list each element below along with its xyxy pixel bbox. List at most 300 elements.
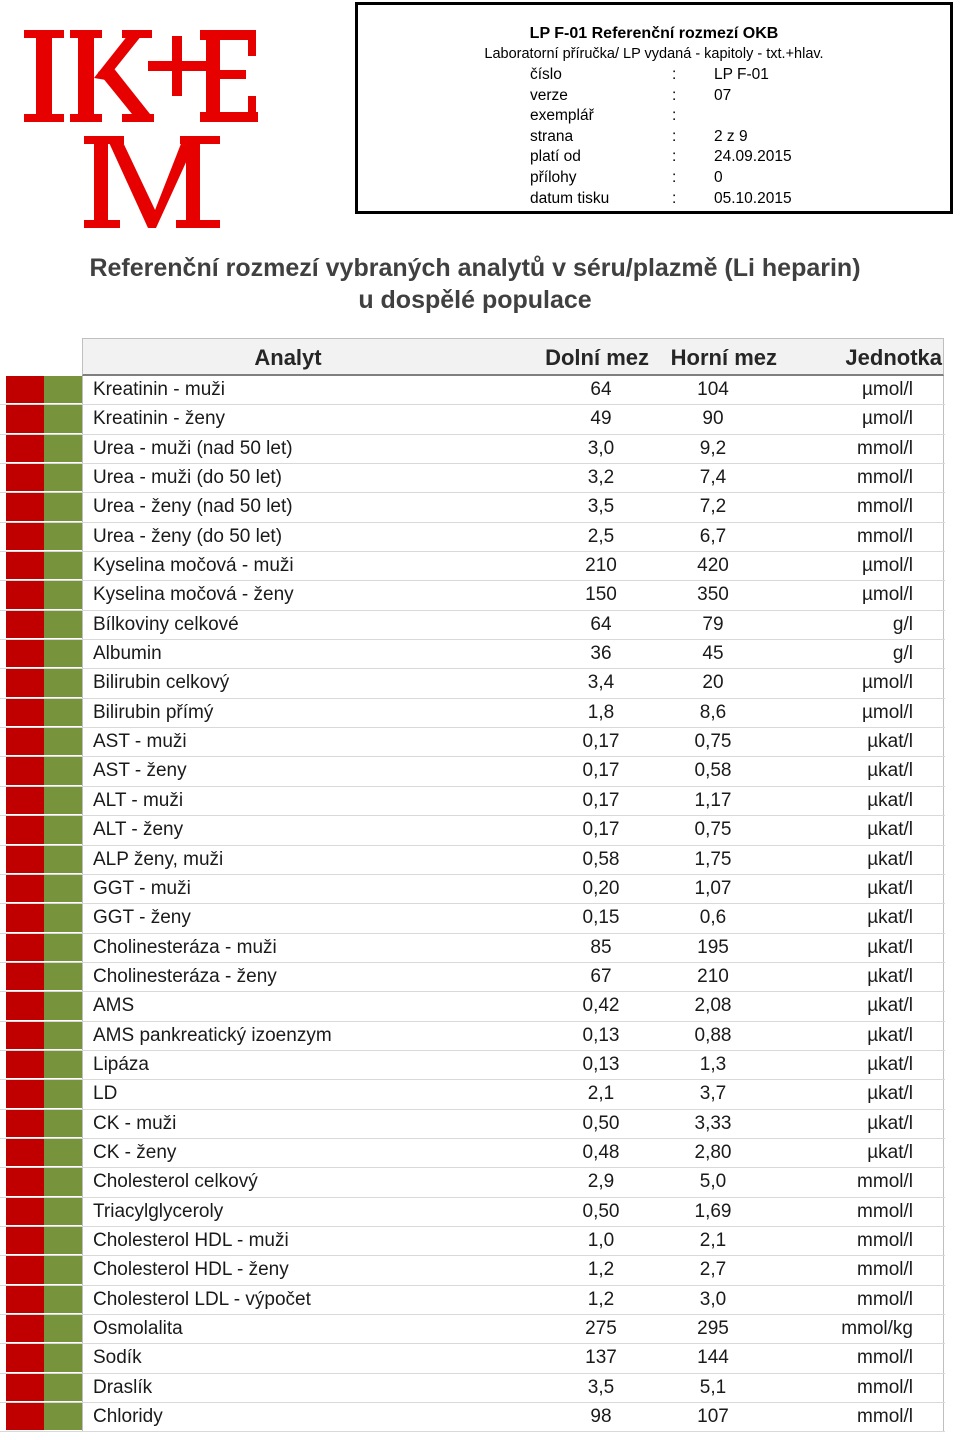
table-row [0,816,945,845]
row-marker-red [6,1227,44,1255]
document-metadata [530,65,830,209]
row-marker-red [6,875,44,903]
cell-jednotka: µkat/l [867,1141,913,1163]
cell-analyt: Urea - ženy (do 50 let) [93,525,283,547]
column-header-dolni-mez: Dolní mez [545,345,649,370]
cell-jednotka: µkat/l [867,819,913,841]
cell-horni-mez: 2,08 [694,995,732,1017]
table-row [0,699,945,728]
row-cells [82,904,944,932]
meta-colon: : [672,86,677,104]
cell-analyt: Triacylglyceroly [93,1200,224,1222]
row-cells [82,1374,944,1402]
table-row [0,875,945,904]
table-row [0,1344,945,1373]
cell-analyt: AST - ženy [93,760,187,782]
cell-horni-mez: 5,1 [699,1376,727,1398]
cell-horni-mez: 3,0 [699,1288,727,1310]
cell-analyt: Cholesterol HDL - muži [93,1229,289,1251]
cell-dolni-mez: 3,5 [587,496,615,518]
table-row [0,464,945,493]
row-cells [82,640,944,668]
document-title: LP F-01 Referenční rozmezí OKB [529,25,779,42]
cell-horni-mez: 9,2 [699,437,727,459]
cell-horni-mez: 420 [697,555,729,577]
row-marker-green [44,1080,82,1108]
cell-jednotka: mmol/l [857,496,913,518]
cell-analyt: GGT - muži [93,877,191,899]
cell-dolni-mez: 210 [585,555,617,577]
row-marker-green [44,1022,82,1050]
cell-horni-mez: 0,75 [694,819,732,841]
cell-horni-mez: 1,69 [694,1200,732,1222]
cell-horni-mez: 1,75 [694,848,732,870]
table-row [0,1080,945,1109]
row-cells [82,787,944,815]
row-marker-red [6,1315,44,1343]
cell-horni-mez: 144 [697,1347,729,1369]
cell-dolni-mez: 64 [590,379,612,400]
cell-jednotka: mmol/l [857,1288,913,1310]
row-marker-green [44,934,82,962]
table-row [0,1227,945,1256]
cell-horni-mez: 104 [697,379,729,400]
row-marker-red [6,1286,44,1314]
cell-horni-mez: 2,7 [699,1259,727,1281]
row-marker-green [44,523,82,551]
row-marker-red [6,464,44,492]
row-marker-red [6,376,44,404]
row-marker-red [6,699,44,727]
row-marker-green [44,1286,82,1314]
cell-dolni-mez: 1,8 [587,701,615,723]
cell-jednotka: µkat/l [867,936,913,958]
cell-dolni-mez: 0,15 [582,907,620,929]
cell-jednotka: mmol/kg [841,1318,913,1339]
cell-analyt: CK - muži [93,1112,177,1134]
meta-colon: : [672,168,677,186]
cell-dolni-mez: 275 [585,1318,617,1339]
row-marker-red [6,1403,44,1431]
cell-jednotka: mmol/l [857,437,913,459]
row-marker-green [44,875,82,903]
row-marker-green [44,816,82,844]
cell-jednotka: mmol/l [857,1171,913,1193]
cell-dolni-mez: 85 [590,936,612,958]
row-cells [82,493,944,521]
row-marker-green [44,435,82,463]
row-marker-green [44,1315,82,1343]
cell-dolni-mez: 137 [585,1347,617,1369]
cell-horni-mez: 20 [702,672,724,694]
meta-label: platí od [530,148,581,166]
cell-analyt: Albumin [93,643,162,665]
table-row [0,1256,945,1285]
cell-dolni-mez: 0,58 [582,848,620,870]
meta-value: 07 [714,86,732,104]
cell-dolni-mez: 3,0 [587,437,615,459]
cell-horni-mez: 0,58 [694,760,732,782]
cell-jednotka: mmol/l [857,1347,913,1369]
cell-analyt: Bílkoviny celkové [93,613,239,635]
cell-horni-mez: 6,7 [699,525,727,547]
row-marker-green [44,669,82,697]
cell-analyt: Cholesterol HDL - ženy [93,1259,289,1281]
row-marker-green [44,376,82,404]
cell-jednotka: mmol/l [857,1200,913,1222]
row-marker-green [44,787,82,815]
row-cells [82,1110,944,1138]
cell-horni-mez: 0,75 [694,731,732,753]
table-body [0,376,945,1432]
row-cells [82,1022,944,1050]
meta-colon: : [672,127,677,145]
meta-row-strana [530,127,830,148]
row-marker-red [6,846,44,874]
cell-jednotka: µkat/l [867,1112,913,1134]
row-cells [82,1168,944,1196]
cell-jednotka: µmol/l [861,408,913,430]
cell-jednotka: µkat/l [867,760,913,782]
document-subtitle: Laboratorní příručka/ LP vydaná - kapitoly - txt.+hlav. [484,46,824,62]
table-header [82,338,944,376]
table-row [0,934,945,963]
meta-label: verze [530,86,568,104]
cell-analyt: ALP ženy, muži [93,848,224,870]
cell-horni-mez: 1,17 [694,789,732,811]
meta-label: datum tisku [530,189,610,207]
meta-value: 24.09.2015 [714,148,792,166]
row-marker-red [6,1198,44,1226]
cell-horni-mez: 90 [702,408,724,430]
row-marker-red [6,669,44,697]
cell-analyt: Bilirubin celkový [93,672,230,694]
cell-dolni-mez: 2,5 [587,525,615,547]
cell-jednotka: g/l [892,613,913,635]
table-row [0,1139,945,1168]
row-marker-red [6,552,44,580]
cell-horni-mez: 350 [697,584,729,606]
cell-horni-mez: 7,4 [699,467,727,489]
row-marker-green [44,963,82,991]
row-marker-red [6,787,44,815]
row-marker-green [44,904,82,932]
row-cells [82,611,944,639]
row-marker-green [44,1198,82,1226]
meta-row-datum-tisku [530,189,830,210]
row-cells [82,1344,944,1372]
table-row [0,405,945,434]
meta-colon: : [672,189,677,207]
row-cells [82,669,944,697]
cell-horni-mez: 295 [697,1318,729,1339]
cell-horni-mez: 7,2 [699,496,727,518]
cell-jednotka: µkat/l [867,1053,913,1075]
row-marker-green [44,699,82,727]
row-marker-green [44,581,82,609]
cell-jednotka: mmol/l [857,1406,913,1428]
cell-horni-mez: 2,80 [694,1141,732,1163]
row-cells [82,523,944,551]
row-marker-green [44,1374,82,1402]
row-cells [82,757,944,785]
table-row [0,376,945,405]
row-cells [82,552,944,580]
cell-analyt: Cholesterol LDL - výpočet [93,1288,311,1310]
row-marker-green [44,405,82,433]
cell-jednotka: µkat/l [867,965,913,987]
table-row [0,757,945,786]
cell-analyt: Cholinesteráza - ženy [93,965,277,987]
row-marker-red [6,1022,44,1050]
cell-horni-mez: 195 [697,936,729,958]
cell-dolni-mez: 98 [590,1406,612,1428]
meta-row-verze [530,86,830,107]
cell-jednotka: µkat/l [867,877,913,899]
table-row [0,904,945,933]
row-cells [82,846,944,874]
meta-row-plati-od [530,147,830,168]
table-row [0,1110,945,1139]
row-cells [82,1256,944,1284]
table-row [0,611,945,640]
table-row [0,1198,945,1227]
cell-dolni-mez: 0,20 [582,877,620,899]
cell-analyt: LD [93,1083,118,1105]
row-cells [82,405,944,433]
row-cells [82,376,944,404]
table-row [0,1374,945,1403]
row-cells [82,1286,944,1314]
cell-jednotka: µkat/l [867,789,913,811]
cell-analyt: Urea - muži (do 50 let) [93,467,283,489]
row-marker-green [44,493,82,521]
cell-analyt: Draslík [93,1376,153,1398]
cell-analyt: Cholesterol celkový [93,1171,258,1193]
table-row [0,669,945,698]
table-row [0,1051,945,1080]
row-marker-red [6,611,44,639]
cell-jednotka: µkat/l [867,995,913,1017]
meta-label: přílohy [530,168,577,186]
row-marker-green [44,1139,82,1167]
cell-horni-mez: 45 [702,643,724,665]
cell-dolni-mez: 0,17 [582,731,620,753]
row-marker-red [6,934,44,962]
row-marker-red [6,963,44,991]
row-marker-green [44,611,82,639]
meta-row-prilohy [530,168,830,189]
meta-row-exemplar [530,106,830,127]
row-cells [82,934,944,962]
cell-analyt: ALT - ženy [93,819,184,841]
row-marker-red [6,728,44,756]
cell-dolni-mez: 2,1 [587,1083,615,1105]
cell-horni-mez: 1,07 [694,877,732,899]
row-cells [82,816,944,844]
cell-jednotka: µkat/l [867,848,913,870]
cell-analyt: AMS [93,995,135,1017]
cell-analyt: Kyselina močová - ženy [93,584,294,606]
row-marker-green [44,1110,82,1138]
row-cells [82,1139,944,1167]
meta-label: exemplář [530,107,594,125]
cell-horni-mez: 2,1 [699,1229,727,1251]
cell-analyt: Bilirubin přímý [93,701,214,723]
row-cells [82,1315,944,1343]
table-row [0,1315,945,1344]
row-marker-red [6,640,44,668]
cell-jednotka: µmol/l [861,701,913,723]
row-marker-red [6,904,44,932]
cell-analyt: Sodík [93,1347,142,1369]
row-cells [82,875,944,903]
page-title-line2: u dospělé populace [358,286,592,314]
table-row [0,1403,945,1432]
meta-value: 2 z 9 [714,127,748,145]
row-cells [82,464,944,492]
cell-jednotka: mmol/l [857,467,913,489]
cell-dolni-mez: 3,4 [587,672,615,694]
cell-analyt: Urea - ženy (nad 50 let) [93,496,293,518]
cell-dolni-mez: 0,17 [582,819,620,841]
cell-jednotka: mmol/l [857,1229,913,1251]
cell-dolni-mez: 36 [590,643,612,665]
row-marker-green [44,992,82,1020]
row-cells [82,992,944,1020]
meta-colon: : [672,148,677,166]
cell-analyt: AST - muži [93,731,187,753]
cell-analyt: AMS pankreatický izoenzym [93,1024,332,1046]
document-header-box [355,2,953,214]
page-title-line1: Referenční rozmezí vybraných analytů v séru/plazmě (Li heparin) [89,254,861,282]
cell-jednotka: µmol/l [861,584,913,606]
row-marker-red [6,1344,44,1372]
cell-dolni-mez: 0,50 [582,1112,620,1134]
row-cells [82,1403,944,1431]
cell-analyt: Kyselina močová - muži [93,555,294,577]
cell-analyt: Osmolalita [93,1318,183,1339]
row-marker-green [44,1403,82,1431]
table-row [0,581,945,610]
cell-analyt: Cholinesteráza - muži [93,936,277,958]
cell-jednotka: µmol/l [861,379,913,400]
cell-dolni-mez: 0,13 [582,1053,620,1075]
row-marker-green [44,846,82,874]
cell-jednotka: µkat/l [867,731,913,753]
meta-value: 0 [714,168,723,186]
table-row [0,640,945,669]
table-row [0,728,945,757]
ikem-logo [22,28,262,230]
cell-jednotka: µkat/l [867,1083,913,1105]
column-header-jednotka: Jednotka [845,345,942,370]
table-row [0,435,945,464]
cell-horni-mez: 79 [702,613,724,635]
cell-dolni-mez: 1,0 [587,1229,615,1251]
row-cells [82,1227,944,1255]
cell-horni-mez: 0,6 [699,907,727,929]
cell-horni-mez: 210 [697,965,729,987]
row-marker-red [6,435,44,463]
table-row [0,787,945,816]
cell-dolni-mez: 3,5 [587,1376,615,1398]
cell-dolni-mez: 150 [585,584,617,606]
table-row [0,1286,945,1315]
row-marker-red [6,405,44,433]
row-marker-red [6,493,44,521]
row-cells [82,963,944,991]
cell-horni-mez: 3,33 [694,1112,732,1134]
page-title [0,252,950,316]
cell-dolni-mez: 3,2 [587,467,615,489]
cell-dolni-mez: 1,2 [587,1259,615,1281]
cell-analyt: Kreatinin - ženy [93,408,226,430]
cell-analyt: GGT - ženy [93,907,191,929]
cell-horni-mez: 0,88 [694,1024,732,1046]
row-cells [82,728,944,756]
row-cells [82,581,944,609]
row-marker-green [44,757,82,785]
cell-dolni-mez: 2,9 [587,1171,615,1193]
cell-analyt: Chloridy [93,1406,163,1428]
cell-dolni-mez: 0,50 [582,1200,620,1222]
row-cells [82,1051,944,1079]
row-marker-red [6,1051,44,1079]
cell-analyt: Lipáza [93,1053,149,1075]
cell-dolni-mez: 67 [590,965,612,987]
row-cells [82,1080,944,1108]
table-row [0,1168,945,1197]
row-marker-red [6,523,44,551]
meta-colon: : [672,107,677,125]
cell-dolni-mez: 0,13 [582,1024,620,1046]
cell-dolni-mez: 0,17 [582,789,620,811]
cell-analyt: ALT - muži [93,789,184,811]
cell-horni-mez: 5,0 [699,1171,727,1193]
cell-jednotka: mmol/l [857,525,913,547]
cell-horni-mez: 1,3 [699,1053,727,1075]
row-marker-green [44,1168,82,1196]
row-marker-green [44,1227,82,1255]
cell-horni-mez: 8,6 [699,701,727,723]
row-marker-green [44,552,82,580]
table-row [0,846,945,875]
table-row [0,523,945,552]
row-cells [82,1198,944,1226]
column-header-horni-mez: Horní mez [670,345,777,370]
row-marker-green [44,464,82,492]
row-marker-green [44,1344,82,1372]
row-marker-red [6,1080,44,1108]
table-row [0,963,945,992]
cell-analyt: CK - ženy [93,1141,177,1163]
row-marker-red [6,1256,44,1284]
row-marker-red [6,1374,44,1402]
cell-jednotka: µkat/l [867,1024,913,1046]
cell-analyt: Urea - muži (nad 50 let) [93,437,293,459]
cell-dolni-mez: 1,2 [587,1288,615,1310]
row-marker-red [6,1168,44,1196]
cell-jednotka: µmol/l [861,555,913,577]
cell-horni-mez: 3,7 [699,1083,727,1105]
cell-horni-mez: 107 [697,1406,729,1428]
cell-dolni-mez: 0,48 [582,1141,620,1163]
column-header-analyt: Analyt [254,345,322,370]
table-row [0,992,945,1021]
cell-jednotka: mmol/l [857,1376,913,1398]
meta-value: LP F-01 [714,66,769,83]
